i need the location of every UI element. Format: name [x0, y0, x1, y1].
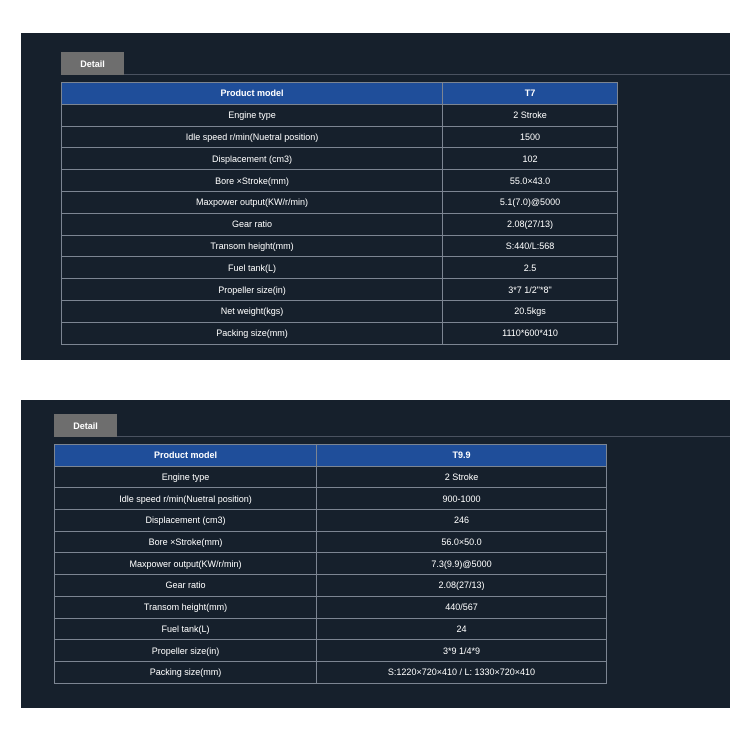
spec-cell-label: Fuel tank(L): [55, 618, 317, 640]
spec-table: [54, 444, 607, 684]
spec-cell-label: Propeller size(in): [55, 640, 317, 662]
spec-cell-value: 246: [317, 510, 607, 532]
table-row: [62, 104, 618, 126]
table-row: [55, 661, 607, 683]
spec-cell-value: 1500: [443, 126, 618, 148]
table-row: [55, 596, 607, 618]
spec-cell-value: 7.3(9.9)@5000: [317, 553, 607, 575]
spec-cell-label: Maxpower output(KW/r/min): [62, 191, 443, 213]
spec-cell-label: Engine type: [62, 104, 443, 126]
detail-tab[interactable]: Detail: [61, 52, 124, 75]
table-row: [62, 170, 618, 192]
header-cell-label: Product model: [55, 445, 317, 467]
table-row: [55, 618, 607, 640]
spec-cell-label: Idle speed r/min(Nuetral position): [62, 126, 443, 148]
spec-table: [61, 82, 618, 345]
table-row: [62, 257, 618, 279]
table-row: [55, 640, 607, 662]
spec-cell-label: Gear ratio: [55, 575, 317, 597]
table-row: [62, 322, 618, 344]
header-cell-value: T9.9: [317, 445, 607, 467]
spec-cell-value: 1110*600*410: [443, 322, 618, 344]
table-row: [62, 148, 618, 170]
table-row: [55, 531, 607, 553]
table-row: [55, 575, 607, 597]
table-row: [62, 279, 618, 301]
spec-cell-value: 2.08(27/13): [443, 213, 618, 235]
spec-cell-label: Displacement (cm3): [55, 510, 317, 532]
tab-divider: [117, 436, 730, 437]
header-cell-value: T7: [443, 83, 618, 105]
table-row: [62, 126, 618, 148]
spec-cell-label: Idle speed r/min(Nuetral position): [55, 488, 317, 510]
spec-cell-label: Net weight(kgs): [62, 300, 443, 322]
spec-cell-value: 102: [443, 148, 618, 170]
table-header-row: [62, 83, 618, 105]
spec-cell-label: Packing size(mm): [62, 322, 443, 344]
spec-cell-label: Packing size(mm): [55, 661, 317, 683]
table-row: [55, 510, 607, 532]
spec-cell-value: 3*9 1/4*9: [317, 640, 607, 662]
table-row: [62, 300, 618, 322]
spec-cell-value: 55.0×43.0: [443, 170, 618, 192]
detail-tab[interactable]: Detail: [54, 414, 117, 437]
spec-cell-value: S:1220×720×410 / L: 1330×720×410: [317, 661, 607, 683]
spec-cell-value: 2 Stroke: [317, 466, 607, 488]
spec-cell-value: 2.08(27/13): [317, 575, 607, 597]
tab-divider: [124, 74, 730, 75]
spec-cell-value: 20.5kgs: [443, 300, 618, 322]
spec-cell-value: 24: [317, 618, 607, 640]
spec-cell-value: 440/567: [317, 596, 607, 618]
table-row: [55, 488, 607, 510]
table-row: [55, 466, 607, 488]
spec-cell-label: Fuel tank(L): [62, 257, 443, 279]
spec-cell-label: Engine type: [55, 466, 317, 488]
spec-cell-label: Maxpower output(KW/r/min): [55, 553, 317, 575]
spec-cell-label: Transom height(mm): [62, 235, 443, 257]
spec-cell-label: Transom height(mm): [55, 596, 317, 618]
header-cell-label: Product model: [62, 83, 443, 105]
spec-panel-t9-9: [21, 400, 730, 708]
spec-cell-label: Propeller size(in): [62, 279, 443, 301]
table-row: [55, 553, 607, 575]
spec-cell-value: S:440/L:568: [443, 235, 618, 257]
spec-cell-label: Gear ratio: [62, 213, 443, 235]
spec-cell-value: 2.5: [443, 257, 618, 279]
table-row: [62, 191, 618, 213]
table-header-row: [55, 445, 607, 467]
spec-cell-label: Bore ×Stroke(mm): [62, 170, 443, 192]
spec-cell-value: 5.1(7.0)@5000: [443, 191, 618, 213]
table-row: [62, 235, 618, 257]
spec-cell-value: 2 Stroke: [443, 104, 618, 126]
spec-cell-value: 900-1000: [317, 488, 607, 510]
spec-cell-label: Displacement (cm3): [62, 148, 443, 170]
table-row: [62, 213, 618, 235]
spec-cell-value: 3*7 1/2"*8": [443, 279, 618, 301]
spec-panel-t7: [21, 33, 730, 360]
spec-cell-label: Bore ×Stroke(mm): [55, 531, 317, 553]
spec-cell-value: 56.0×50.0: [317, 531, 607, 553]
